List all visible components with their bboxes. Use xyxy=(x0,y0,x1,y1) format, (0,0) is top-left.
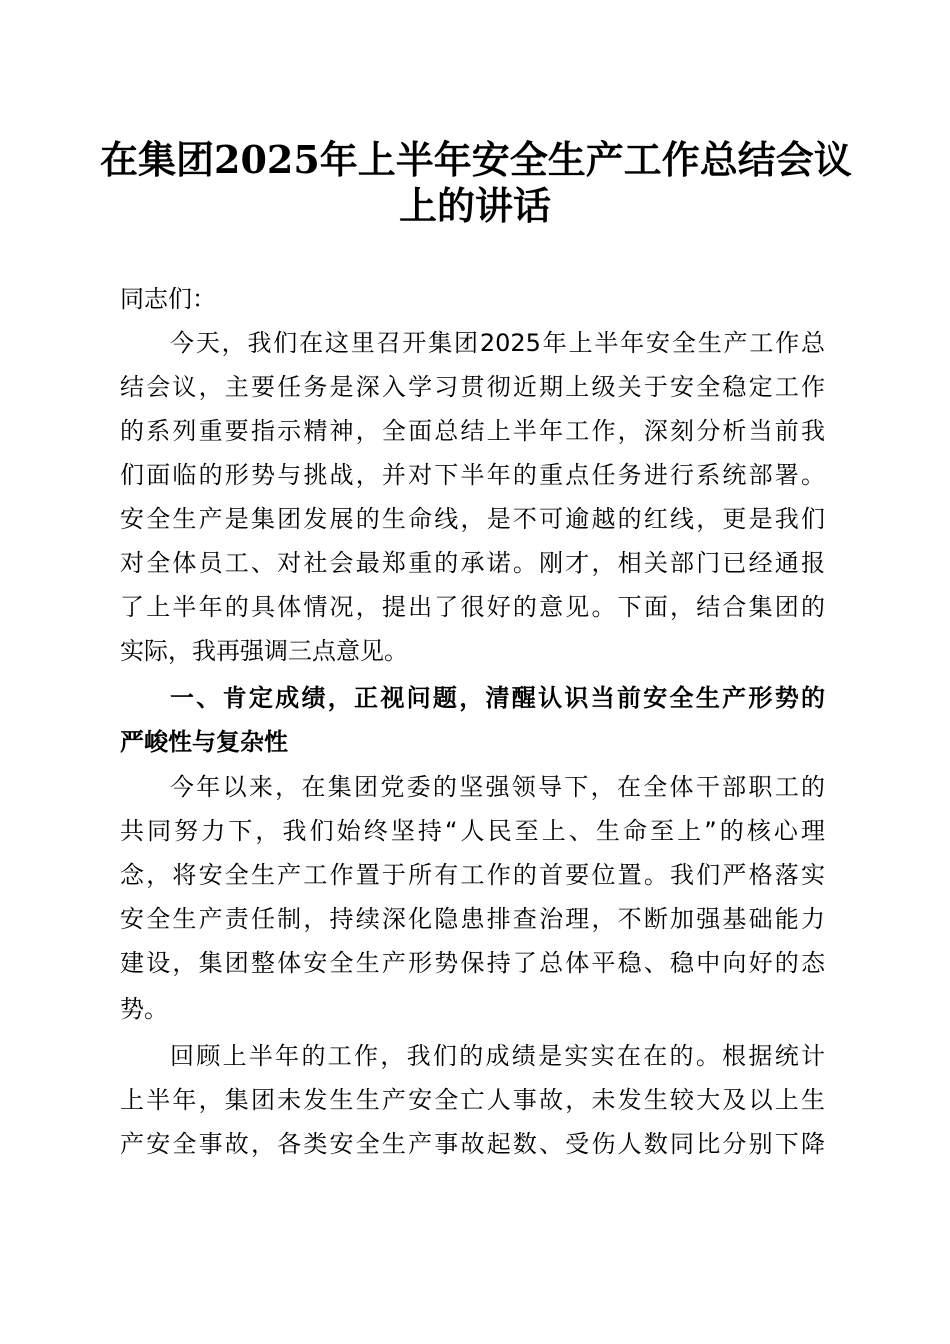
paragraph-line: 今年以来，在集团党委的坚强领导下，在全体干部职工的 xyxy=(170,773,825,801)
paragraph-line: 的系列重要指示精神，全面总结上半年工作，深刻分析当前我 xyxy=(120,417,825,445)
paragraph-line: 上半年，集团未发生生产安全亡人事故，未发生较大及以上生 xyxy=(120,1086,825,1114)
document-title-line-1: 在集团2025年上半年安全生产工作总结会议 xyxy=(100,137,852,182)
paragraph-line: 了上半年的具体情况，提出了很好的意见。下面，结合集团的 xyxy=(120,593,825,621)
section-heading-line: 一、肯定成绩，正视问题，清醒认识当前安全生产形势的 xyxy=(170,684,825,712)
section-heading-line: 严峻性与复杂性 xyxy=(120,728,288,756)
paragraph-line: 念，将安全生产工作置于所有工作的首要位置。我们严格落实 xyxy=(120,861,825,889)
document-title-line-2: 上的讲话 xyxy=(398,183,551,228)
paragraph-line: 产安全事故，各类安全生产事故起数、受伤人数同比分别下降 xyxy=(120,1130,825,1158)
paragraph-line: 安全生产责任制，持续深化隐患排查治理，不断加强基础能力 xyxy=(120,905,825,933)
paragraph-line: 建设，集团整体安全生产形势保持了总体平稳、稳中向好的态 xyxy=(120,949,825,977)
paragraph-line: 今天，我们在这里召开集团2025年上半年安全生产工作总 xyxy=(170,329,825,357)
paragraph-line: 势。 xyxy=(120,995,168,1023)
paragraph-line: 对全体员工、对社会最郑重的承诺。刚才，相关部门已经通报 xyxy=(120,549,825,577)
paragraph-line: 实际，我再强调三点意见。 xyxy=(120,637,408,665)
paragraph-line: 们面临的形势与挑战，并对下半年的重点任务进行系统部署。 xyxy=(120,461,825,489)
paragraph-line: 结会议，主要任务是深入学习贯彻近期上级关于安全稳定工作 xyxy=(120,373,825,401)
paragraph-line: 回顾上半年的工作，我们的成绩是实实在在的。根据统计 xyxy=(170,1042,825,1070)
paragraph-line: 共同努力下，我们始终坚持“人民至上、生命至上”的核心理 xyxy=(120,817,825,845)
paragraph-line: 安全生产是集团发展的生命线，是不可逾越的红线，更是我们 xyxy=(120,505,825,533)
salutation: 同志们： xyxy=(120,285,216,313)
